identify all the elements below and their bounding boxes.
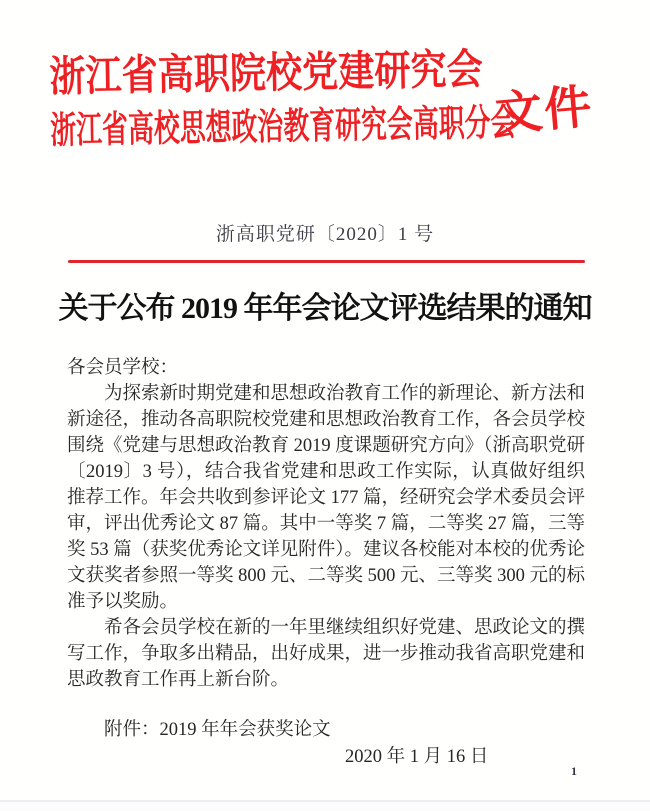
page-number: 1 <box>571 764 577 778</box>
issue-date: 2020 年 1 月 16 日 <box>345 747 489 767</box>
document-type-label: 文件 <box>493 81 596 142</box>
body-paragraph: 希各会员学校在新的一年里继续组织好党建、思政论文的撰写工作，争取多出精品，出好成果，进一步推动我省高职党建和思政教育工作再上新台阶。 <box>67 618 586 690</box>
attachment-note: 附件：2019 年年会获奖论文 <box>104 720 331 740</box>
header-divider-rule <box>68 260 585 263</box>
letterhead <box>49 46 611 152</box>
document-reference-number: 浙高职党研〔2020〕1 号 <box>215 224 435 245</box>
body-paragraph: 为探索新时期党建和思想政治教育工作的新理论、新方法和新途径，推动各高职院校党建和思想政治教育工作，各会员学校围绕《党建与思想政治教育 2019 度课题研究方向》（浙高职党研〔2019〕3 号），结合我省党建和思政工作实际，认真做好组织推荐工作。年会共收到参评论文 177 篇，经研究会学术委员会评审，评出优秀论文 87 篇。其中一等奖 7 篇，二等奖 27 篇，三等奖 53 篇（获奖优秀论文详见附件）。建议各校能对本校的优秀论文获奖者参照一等奖 800 元、二等奖 500 元、三等奖 300 元的标准予以奖励。 <box>67 384 586 612</box>
document-body <box>67 355 585 693</box>
salutation: 各会员学校： <box>67 358 179 378</box>
organization-name-secondary: 浙江省高校思想政治教育研究会高职分会 <box>49 102 517 153</box>
scan-foot-margin <box>0 802 650 811</box>
organization-name-primary: 浙江省高职院校党建研究会 <box>48 47 484 101</box>
document-title: 关于公布 2019 年年会论文评选结果的通知 <box>58 292 592 325</box>
